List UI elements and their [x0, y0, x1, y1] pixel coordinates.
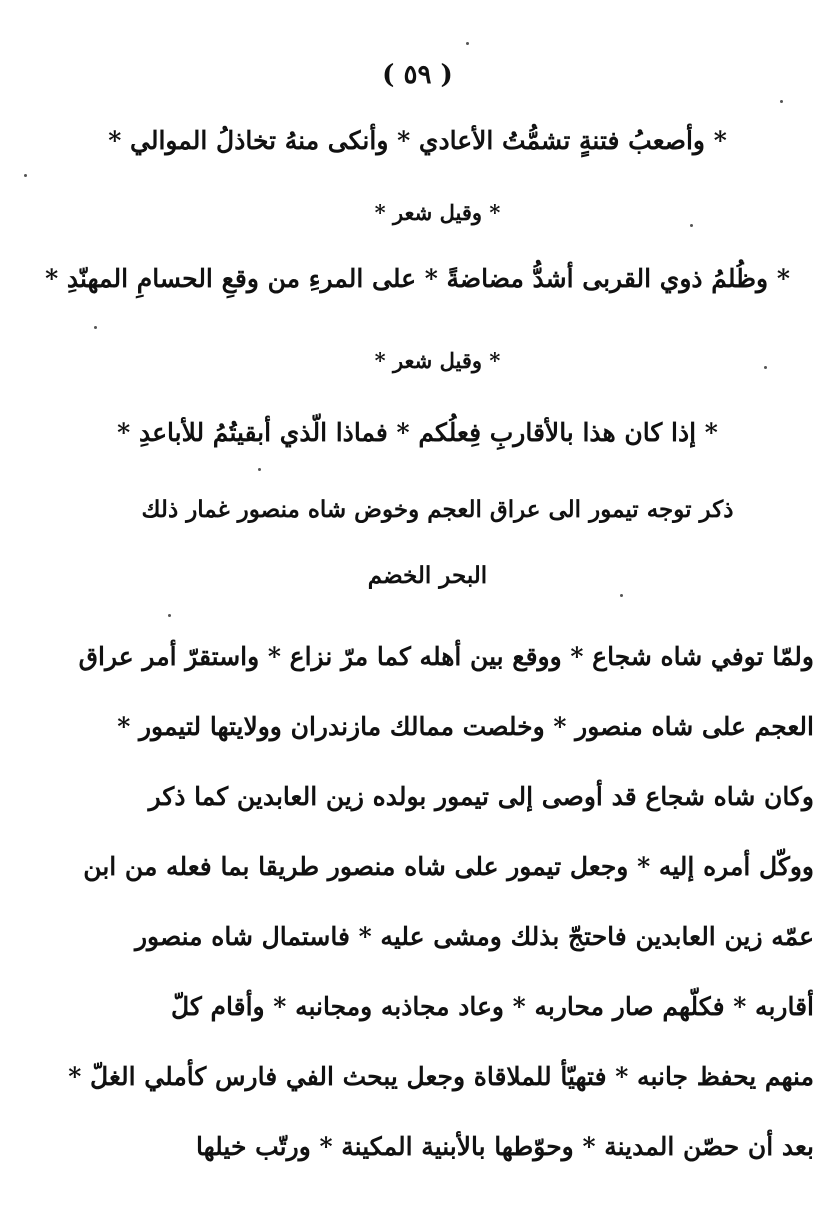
body-line-2: العجم على شاه منصور * وخلصت ممالك مازندران وولايتها لتيمور *	[117, 712, 814, 741]
body-line-7: منهم يحفظ جانبه * فتهيّأ للملاقاة وجعل يبحث الفي فارس كأملي الغلّ *	[68, 1062, 814, 1091]
verse-line-3: * إذا كان هذا بالأقاربِ فِعلُكم * فماذا الّذي أبقيتُمُ للأباعدِ *	[117, 418, 718, 447]
verse-line-2: * وظُلمُ ذوي القربى أشدُّ مضاضةً * على المرءِ من وقعِ الحسامِ المهنّدِ *	[45, 264, 790, 293]
scan-speck	[466, 42, 469, 45]
verse-line-1: * وأصعبُ فتنةٍ تشمُّتُ الأعادي * وأنكى منهُ تخاذلُ الموالي *	[108, 126, 727, 155]
scan-speck	[620, 594, 623, 597]
scan-speck	[690, 224, 693, 227]
poem-label-2: * وقيل شعر *	[374, 348, 501, 373]
scan-speck	[780, 100, 783, 103]
page-number: ( ٥٩ )	[382, 60, 453, 90]
body-line-8: بعد أن حصّن المدينة * وحوّطها بالأبنية المكينة * ورتّب خيلها	[196, 1132, 814, 1161]
scan-speck	[94, 326, 97, 329]
scan-speck	[764, 366, 767, 369]
body-line-4: ووكّل أمره إليه * وجعل تيمور على شاه منصور طريقا بما فعله من ابن	[83, 852, 814, 881]
scan-speck	[168, 614, 171, 617]
body-line-1: ولمّا توفي شاه شجاع * ووقع بين أهله كما مرّ نزاع * واستقرّ أمر عراق	[78, 642, 814, 671]
scan-speck	[258, 468, 261, 471]
section-heading: ذكر توجه تيمور الى عراق العجم وخوض شاه منصور غمار ذلك	[141, 496, 734, 523]
body-line-6: أقاربه * فكلّهم صار محاربه * وعاد مجاذبه ومجانبه * وأقام كلّ	[170, 992, 814, 1021]
section-heading-continued: البحر الخضم	[367, 562, 488, 589]
scan-speck	[24, 174, 27, 177]
body-line-5: عمّه زين العابدين فاحتجّ بذلك ومشى عليه * فاستمال شاه منصور	[134, 922, 814, 951]
body-line-3: وكان شاه شجاع قد أوصى إلى تيمور بولده زين العابدين كما ذكر	[148, 782, 814, 811]
poem-label-1: * وقيل شعر *	[374, 200, 501, 225]
